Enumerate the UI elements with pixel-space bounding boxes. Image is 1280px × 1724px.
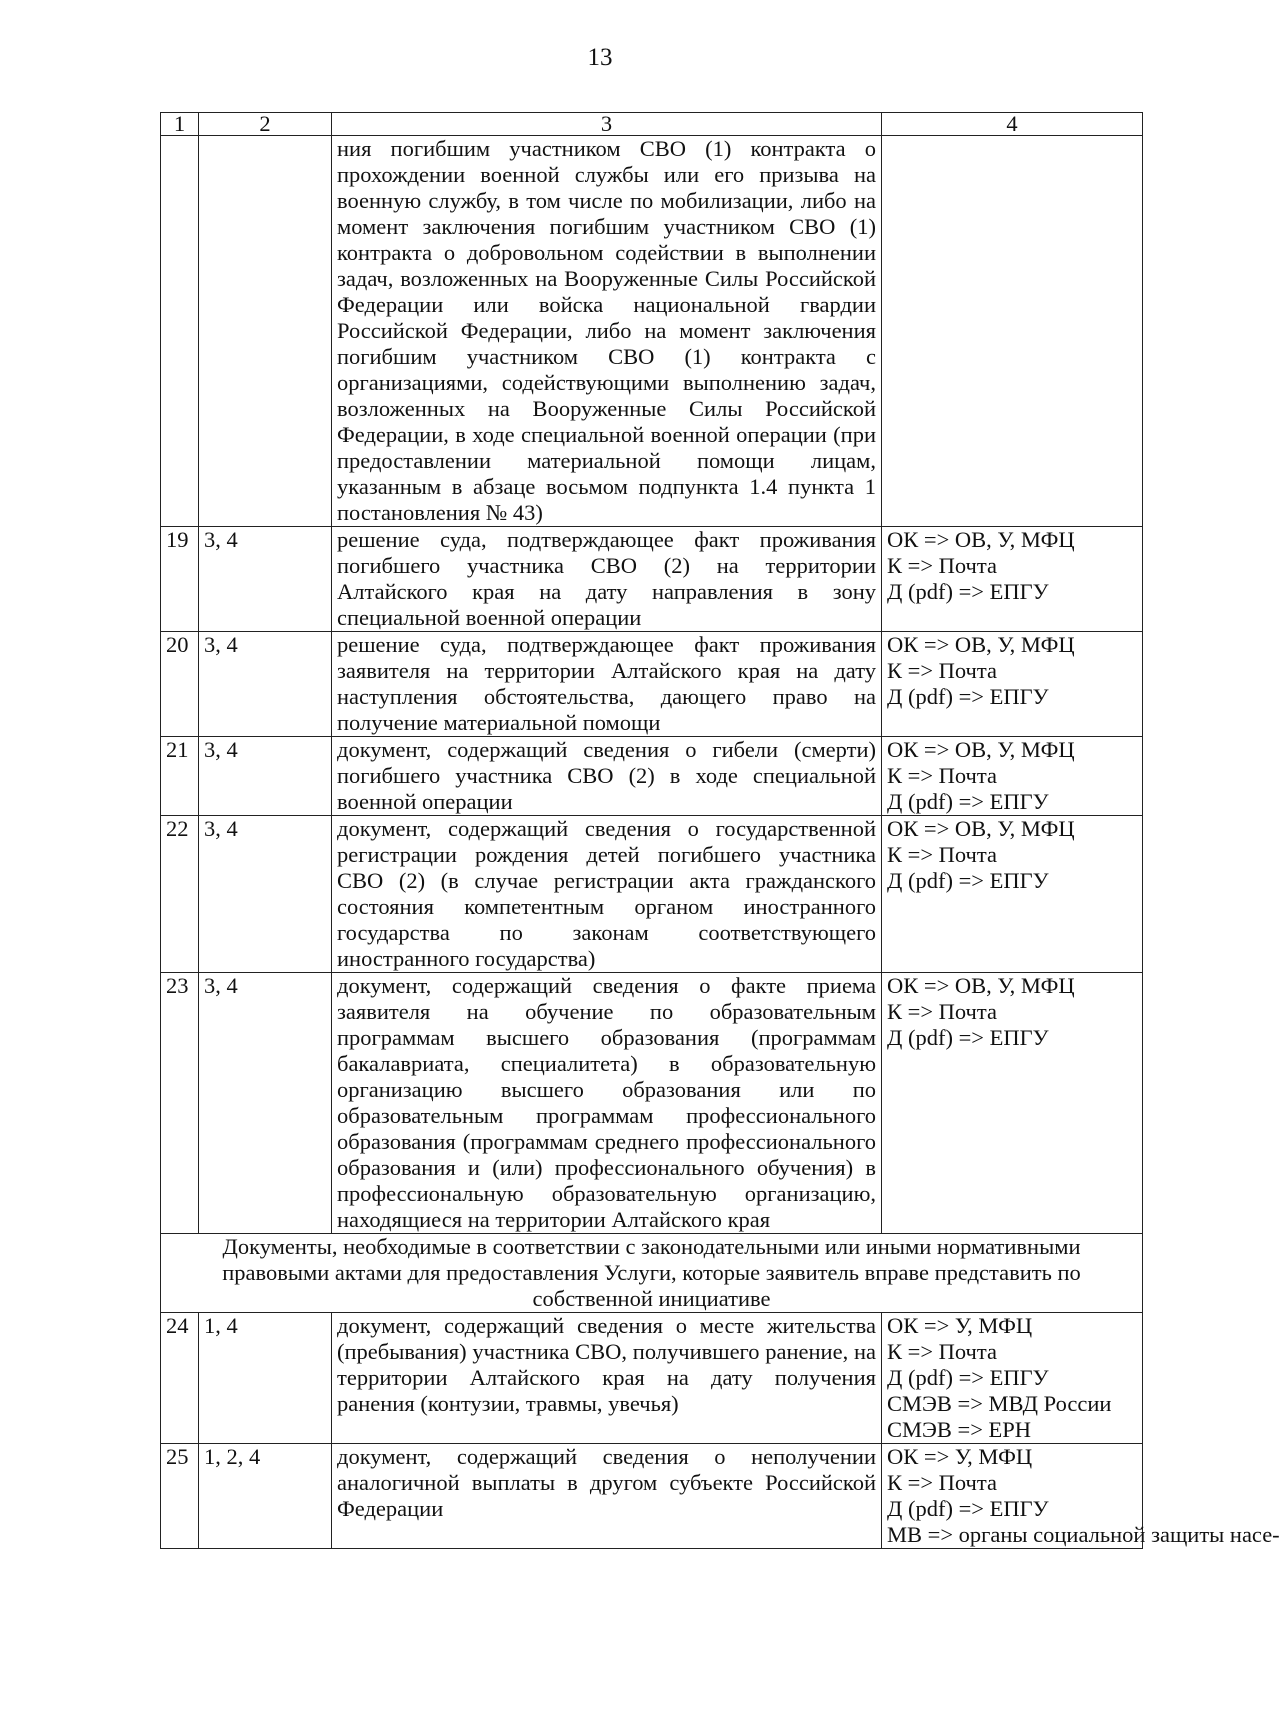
submission-way: Д (pdf) => ЕПГУ [887,684,1049,709]
row-document: документ, содержащий сведения о государственной регистрации рождения детей погибшего участника СВО (2) (в случае регистрации акта гражданского состояния компетентным органом иностранного государства по законам соответствующего иностранного государства) [332,816,882,973]
row-number: 19 [161,527,199,632]
row-category: 3, 4 [199,632,332,737]
table-row [161,1444,1143,1549]
submission-way: К => Почта [887,999,997,1024]
table-header-row [161,113,1143,136]
row-number: 21 [161,737,199,816]
submission-way: Д (pdf) => ЕПГУ [887,579,1049,604]
row-category: 3, 4 [199,973,332,1234]
row-ways [882,737,1143,816]
header-cell-1: 1 [161,113,199,136]
cell-document: ния погибшим участником СВО (1) контракта о прохождении военной службы или его призыва на военную службу, в том числе по мобилизации, либо на момент заключения погибшим участником СВО (1) контракта о добровольном содействии в выполнении задач, возложенных на Вооруженные Силы Российской Федерации или войска национальной гвардии Российской Федерации, либо на момент заключения погибшим участником СВО (1) контракта с организациями, содействующими выполнению задач, возложенных на Вооруженные Силы Российской Федерации, в ходе специальной военной операции (при предоставлении материальной помощи лицам, указанным в абзаце восьмом подпункта 1.4 пункта 1 постановления № 43) [332,136,882,527]
section-header-row [161,1234,1143,1313]
row-category: 1, 4 [199,1313,332,1444]
cell-category [199,136,332,527]
row-number: 23 [161,973,199,1234]
row-ways [882,816,1143,973]
submission-way: СМЭВ => МВД России [887,1391,1112,1416]
submission-way: ОК => У, МФЦ [887,1313,1033,1338]
submission-way: СМЭВ => ЕРН [887,1417,1032,1442]
table-row-continuation [161,136,1143,527]
row-ways [882,973,1143,1234]
submission-way: ОК => У, МФЦ [887,1444,1033,1469]
row-ways [882,527,1143,632]
submission-way: Д (pdf) => ЕПГУ [887,789,1049,814]
submission-way: К => Почта [887,658,997,683]
row-document: документ, содержащий сведения о факте приема заявителя на обучение по образовательным программам высшего образования (программам бакалавриата, специалитета) в образовательную организацию высшего образования или по образовательным программам профессионального образования (программам среднего профессионального образования и (или) профессионального обучения) в профессиональную образовательную организацию, находящиеся на территории Алтайского края [332,973,882,1234]
row-category: 3, 4 [199,737,332,816]
submission-way: ОК => ОВ, У, МФЦ [887,632,1075,657]
row-ways [882,1444,1280,1549]
documents-table [160,111,1280,1549]
table-row [161,1313,1143,1444]
submission-way: Д (pdf) => ЕПГУ [887,868,1049,893]
row-number: 24 [161,1313,199,1444]
cell-num [161,136,199,527]
submission-way: К => Почта [887,553,997,578]
submission-way: ОК => ОВ, У, МФЦ [887,816,1075,841]
header-cell-4: 4 [882,113,1143,136]
row-document: решение суда, подтверждающее факт проживания погибшего участника СВО (2) на территории Алтайского края на дату направления в зону специальной военной операции [332,527,882,632]
submission-way: ОК => ОВ, У, МФЦ [887,527,1075,552]
submission-way: Д (pdf) => ЕПГУ [887,1365,1049,1390]
submission-way: К => Почта [887,842,997,867]
row-number: 22 [161,816,199,973]
row-category: 3, 4 [199,527,332,632]
cell-ways [882,136,1143,527]
row-category: 3, 4 [199,816,332,973]
row-document: документ, содержащий сведения о месте жительства (пребывания) участника СВО, получившего ранение, на территории Алтайского края на дату получения ранения (контузии, травмы, увечья) [332,1313,882,1444]
submission-way: МВ => органы социальной защиты насе- [887,1522,1280,1547]
row-category: 1, 2, 4 [199,1444,332,1549]
submission-way: К => Почта [887,1470,997,1495]
page-number: 13 [587,44,613,71]
submission-way: Д (pdf) => ЕПГУ [887,1025,1049,1050]
row-document: документ, содержащий сведения о неполучении аналогичной выплаты в другом субъекте Российской Федерации [332,1444,882,1549]
row-ways [882,1313,1143,1444]
table-row [161,973,1143,1234]
submission-way: ОК => ОВ, У, МФЦ [887,737,1075,762]
submission-way: ОК => ОВ, У, МФЦ [887,973,1075,998]
table-row [161,632,1143,737]
submission-way: Д (pdf) => ЕПГУ [887,1496,1049,1521]
submission-way: К => Почта [887,763,997,788]
table-row [161,527,1143,632]
table-row [161,737,1143,816]
submission-way: К => Почта [887,1339,997,1364]
table-row [161,816,1143,973]
row-document: решение суда, подтверждающее факт проживания заявителя на территории Алтайского края на дату наступления обстоятельства, дающего право на получение материальной помощи [332,632,882,737]
header-cell-3: 3 [332,113,882,136]
row-number: 20 [161,632,199,737]
header-cell-2: 2 [199,113,332,136]
row-number: 25 [161,1444,199,1549]
row-document: документ, содержащий сведения о гибели (смерти) погибшего участника СВО (2) в ходе специальной военной операции [332,737,882,816]
section-header: Документы, необходимые в соответствии с законодательными или иными нормативными правовыми актами для предоставления Услуги, которые заявитель вправе представить по собственной инициативе [161,1234,1143,1313]
row-ways [882,632,1143,737]
